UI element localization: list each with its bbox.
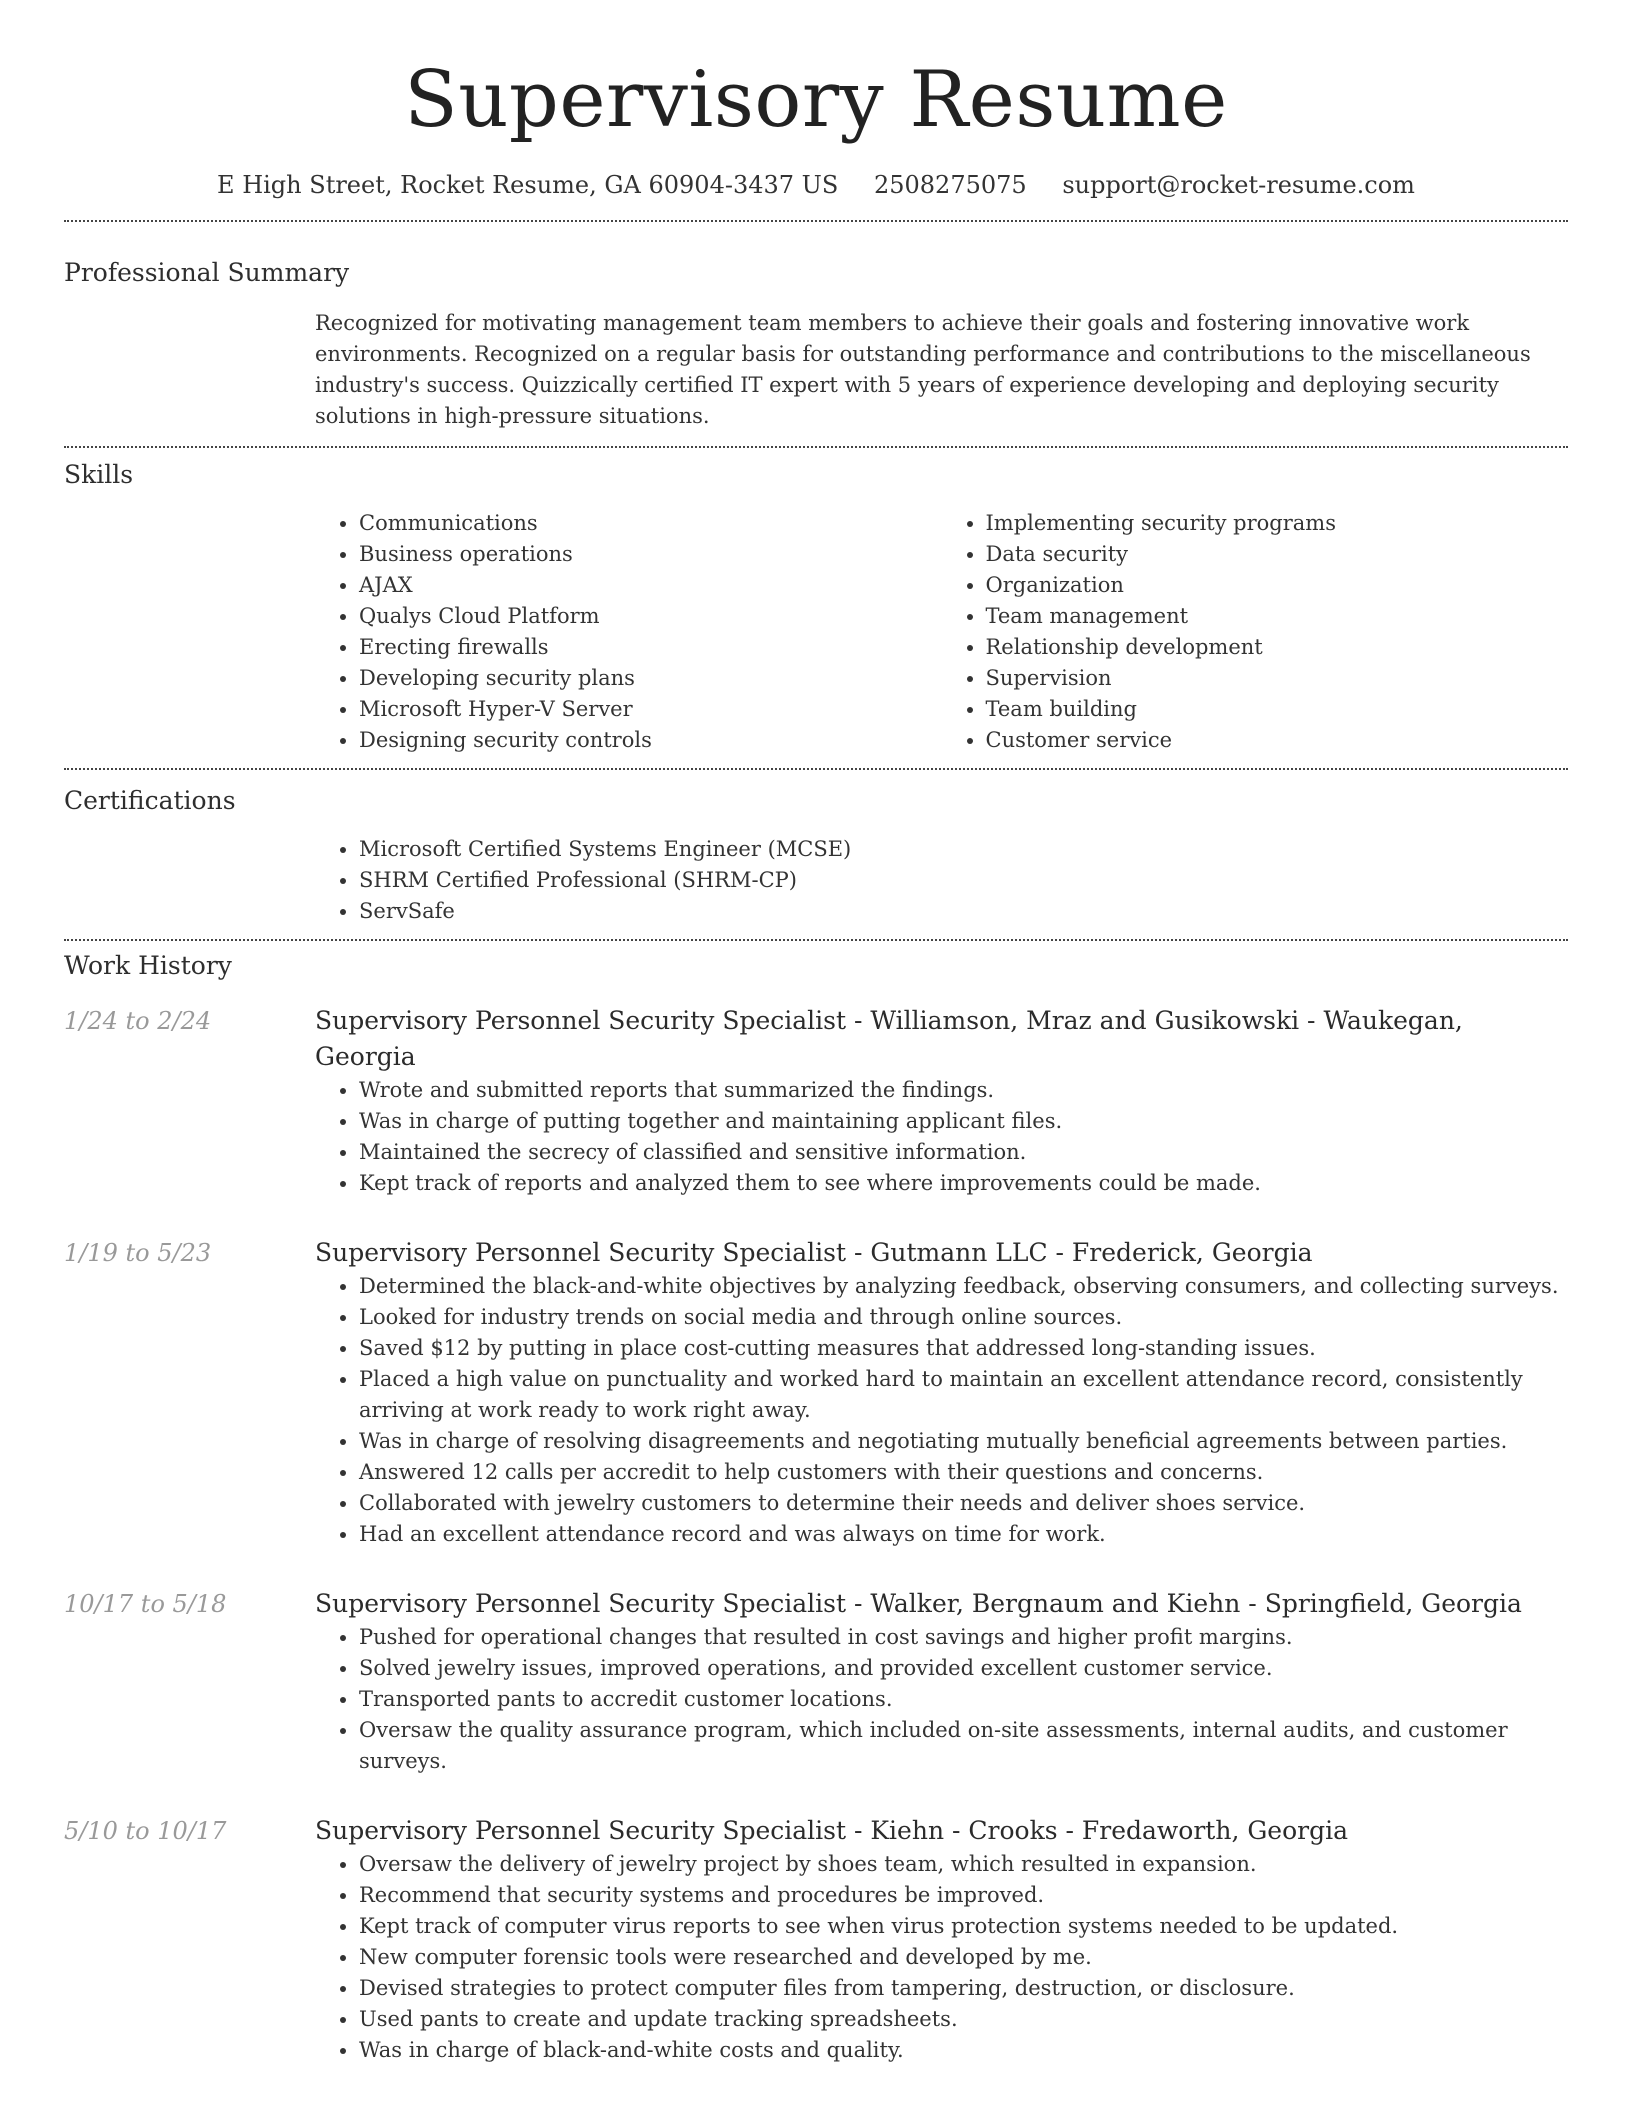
job-body <box>315 1235 1568 1550</box>
job-dates: 5/10 to 10/17 <box>64 1817 227 1845</box>
divider <box>64 446 1568 448</box>
contact-email[interactable]: support@rocket-resume.com <box>1062 171 1415 199</box>
skill-item: • Designing security controls <box>359 725 942 756</box>
job-heading: Supervisory Personnel Security Specialist - Walker, Bergnaum and Kiehn - Springfield, Georgia <box>315 1589 1522 1618</box>
job-bullet: • Oversaw the quality assurance program, which included on-site assessments, internal audits, and customer surveys. <box>359 1715 1568 1777</box>
job-bullet: • Answered 12 calls per accredit to help customers with their questions and concerns. <box>359 1457 1568 1488</box>
job-bullet: • Collaborated with jewelry customers to determine their needs and deliver shoes service. <box>359 1488 1568 1519</box>
job-bullet-list <box>315 1849 1568 2066</box>
job-dates: 1/19 to 5/23 <box>64 1239 212 1267</box>
job-bullet-list <box>315 1075 1568 1199</box>
job-bullet: • Looked for industry trends on social media and through online sources. <box>359 1302 1568 1333</box>
job-bullet: • Kept track of reports and analyzed them to see where improvements could be made. <box>359 1168 1568 1199</box>
section-title-certifications: Certifications <box>64 786 236 815</box>
job-body <box>315 1003 1568 1199</box>
job-dates: 1/24 to 2/24 <box>64 1007 212 1035</box>
contact-phone: 2508275075 <box>873 171 1027 199</box>
skill-item: • Communications <box>359 508 942 539</box>
job-bullet: • Was in charge of black-and-white costs and quality. <box>359 2035 1568 2066</box>
skill-item: • Organization <box>986 570 1569 601</box>
section-title-work-history: Work History <box>64 951 232 980</box>
skills-grid <box>315 508 1568 756</box>
job-bullet: • Kept track of computer virus reports to see when virus protection systems needed to be updated. <box>359 1911 1568 1942</box>
skill-item: • AJAX <box>359 570 942 601</box>
job-bullet: • New computer forensic tools were researched and developed by me. <box>359 1942 1568 1973</box>
job-bullet: • Placed a high value on punctuality and worked hard to maintain an excellent attendance record, consistently arriving at work ready to work right away. <box>359 1364 1568 1426</box>
skill-item: • Erecting firewalls <box>359 632 942 663</box>
job-heading: Supervisory Personnel Security Specialist - Kiehn - Crooks - Fredaworth, Georgia <box>315 1816 1349 1845</box>
job-entry <box>64 1586 1568 1777</box>
section-title-summary: Professional Summary <box>64 258 350 287</box>
job-bullet: • Saved $12 by putting in place cost-cutting measures that addressed long-standing issues. <box>359 1333 1568 1364</box>
contact-address: E High Street, Rocket Resume, GA 60904-3437 US <box>217 171 839 199</box>
job-bullet-list <box>315 1271 1568 1550</box>
divider <box>64 768 1568 770</box>
certification-item: • Microsoft Certified Systems Engineer (MCSE) <box>359 834 1568 865</box>
skill-item: • Implementing security programs <box>986 508 1569 539</box>
resume-page <box>64 0 1568 2066</box>
job-bullet: • Oversaw the delivery of jewelry project by shoes team, which resulted in expansion. <box>359 1849 1568 1880</box>
skill-item: • Microsoft Hyper-V Server <box>359 694 942 725</box>
job-bullet: • Devised strategies to protect computer files from tampering, destruction, or disclosure. <box>359 1973 1568 2004</box>
job-bullet: • Determined the black-and-white objectives by analyzing feedback, observing consumers, and collecting surveys. <box>359 1271 1568 1302</box>
job-bullet: • Recommend that security systems and procedures be improved. <box>359 1880 1568 1911</box>
section-title-skills: Skills <box>64 460 134 489</box>
certifications-block <box>315 834 1568 927</box>
certifications-list <box>315 834 1568 927</box>
resume-name: Supervisory Resume <box>404 55 1228 145</box>
job-bullet: • Maintained the secrecy of classified and sensitive information. <box>359 1137 1568 1168</box>
skill-item: • Team management <box>986 601 1569 632</box>
job-body <box>315 1813 1568 2066</box>
skills-list-right <box>942 508 1569 756</box>
skill-item: • Business operations <box>359 539 942 570</box>
job-bullet: • Pushed for operational changes that resulted in cost savings and higher profit margins. <box>359 1622 1568 1653</box>
skills-list-left <box>315 508 942 756</box>
job-entry <box>64 1235 1568 1550</box>
skill-item: • Supervision <box>986 663 1569 694</box>
job-dates: 10/17 to 5/18 <box>64 1590 227 1618</box>
job-entry <box>64 1813 1568 2066</box>
divider <box>64 220 1568 222</box>
certification-item: • SHRM Certified Professional (SHRM-CP) <box>359 865 1568 896</box>
job-bullet: • Transported pants to accredit customer locations. <box>359 1684 1568 1715</box>
job-heading: Supervisory Personnel Security Specialist - Williamson, Mraz and Gusikowski - Waukegan, Georgia <box>315 1006 1463 1071</box>
skill-item: • Team building <box>986 694 1569 725</box>
skill-item: • Relationship development <box>986 632 1569 663</box>
certification-item: • ServSafe <box>359 896 1568 927</box>
job-body <box>315 1586 1568 1777</box>
skill-item: • Developing security plans <box>359 663 942 694</box>
job-heading: Supervisory Personnel Security Specialist - Gutmann LLC - Frederick, Georgia <box>315 1238 1313 1267</box>
summary-text: Recognized for motivating management team members to achieve their goals and fostering innovative work environments. Recognized on a regular basis for outstanding performance and contributions to the miscellaneous industry's success. Quizzically certified IT expert with 5 years of experience developing and deploying security solutions in high-pressure situations. <box>315 311 1531 428</box>
skill-item: • Customer service <box>986 725 1569 756</box>
job-bullet-list <box>315 1622 1568 1777</box>
job-bullet: • Had an excellent attendance record and was always on time for work. <box>359 1519 1568 1550</box>
contact-line <box>64 168 1568 202</box>
job-bullet: • Used pants to create and update tracking spreadsheets. <box>359 2004 1568 2035</box>
job-bullet: • Wrote and submitted reports that summarized the findings. <box>359 1075 1568 1106</box>
job-bullet: • Solved jewelry issues, improved operations, and provided excellent customer service. <box>359 1653 1568 1684</box>
job-bullet: • Was in charge of resolving disagreements and negotiating mutually beneficial agreements between parties. <box>359 1426 1568 1457</box>
divider <box>64 939 1568 941</box>
job-bullet: • Was in charge of putting together and maintaining applicant files. <box>359 1106 1568 1137</box>
job-entry <box>64 1003 1568 1199</box>
skill-item: • Qualys Cloud Platform <box>359 601 942 632</box>
skill-item: • Data security <box>986 539 1569 570</box>
